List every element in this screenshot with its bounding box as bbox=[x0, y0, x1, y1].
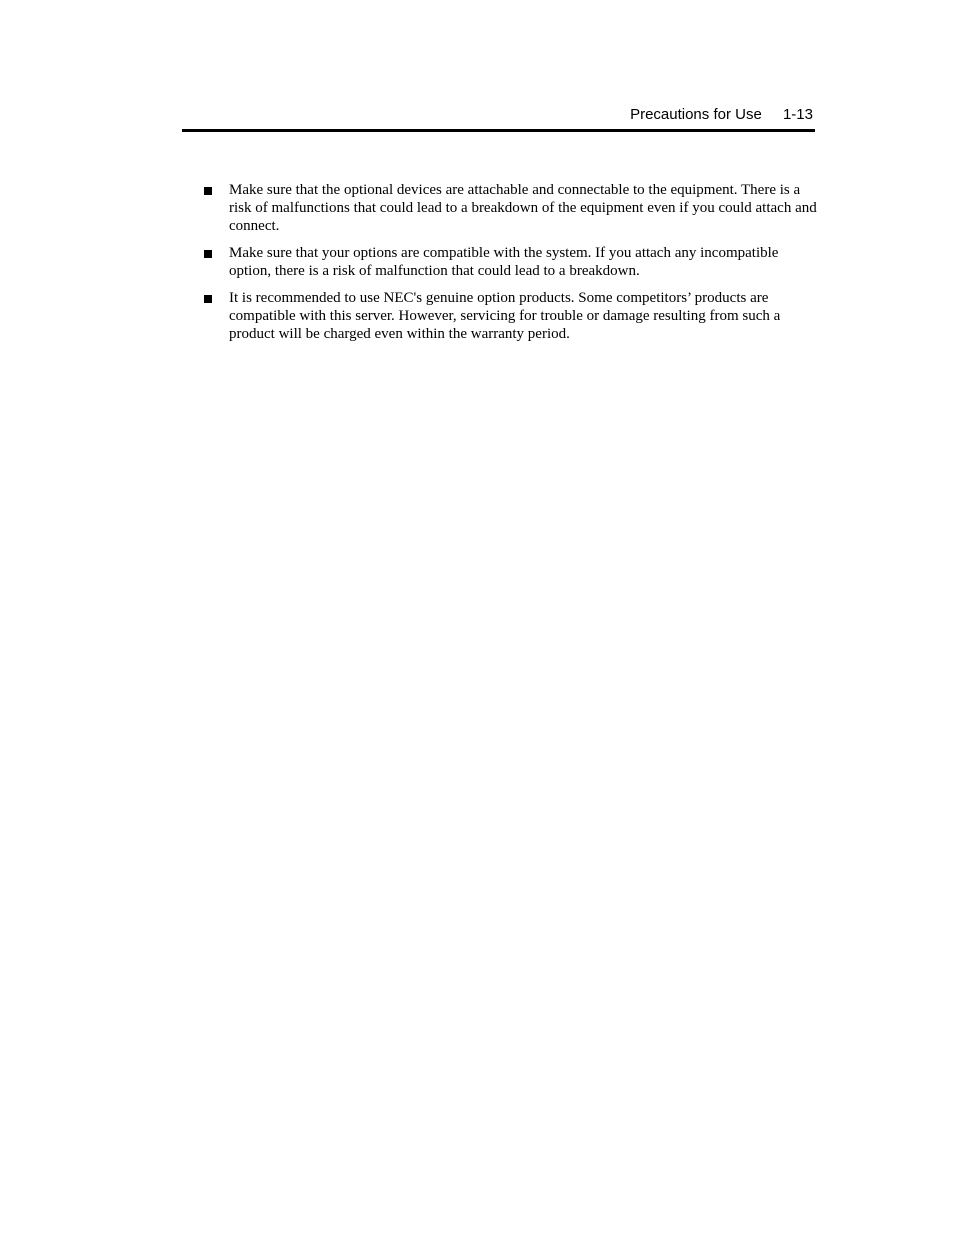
square-bullet-icon bbox=[204, 187, 212, 195]
bullet-text: Make sure that your options are compatible with the system. If you attach any incompatible option, there is a risk of malfunction that could lead to a breakdown. bbox=[229, 245, 779, 279]
bullet-text: It is recommended to use NEC's genuine option products. Some competitors’ products are compatible with this server. However, servicing for trouble or damage resulting from such a product will be charged even within the warranty period. bbox=[229, 290, 781, 342]
page-header bbox=[182, 104, 813, 126]
list-item bbox=[200, 289, 820, 343]
section-title: Precautions for Use bbox=[630, 106, 762, 123]
page-number: 1-13 bbox=[782, 106, 813, 123]
square-bullet-icon bbox=[204, 295, 212, 303]
list-item bbox=[200, 244, 820, 280]
bullet-text: Make sure that the optional devices are attachable and connectable to the equipment. There is a risk of malfunctions that could lead to a breakdown of the equipment even if you could attach and connect. bbox=[229, 182, 817, 234]
header-rule bbox=[182, 129, 815, 132]
square-bullet-icon bbox=[204, 250, 212, 258]
list-item bbox=[200, 181, 820, 235]
bullet-list bbox=[200, 181, 820, 352]
